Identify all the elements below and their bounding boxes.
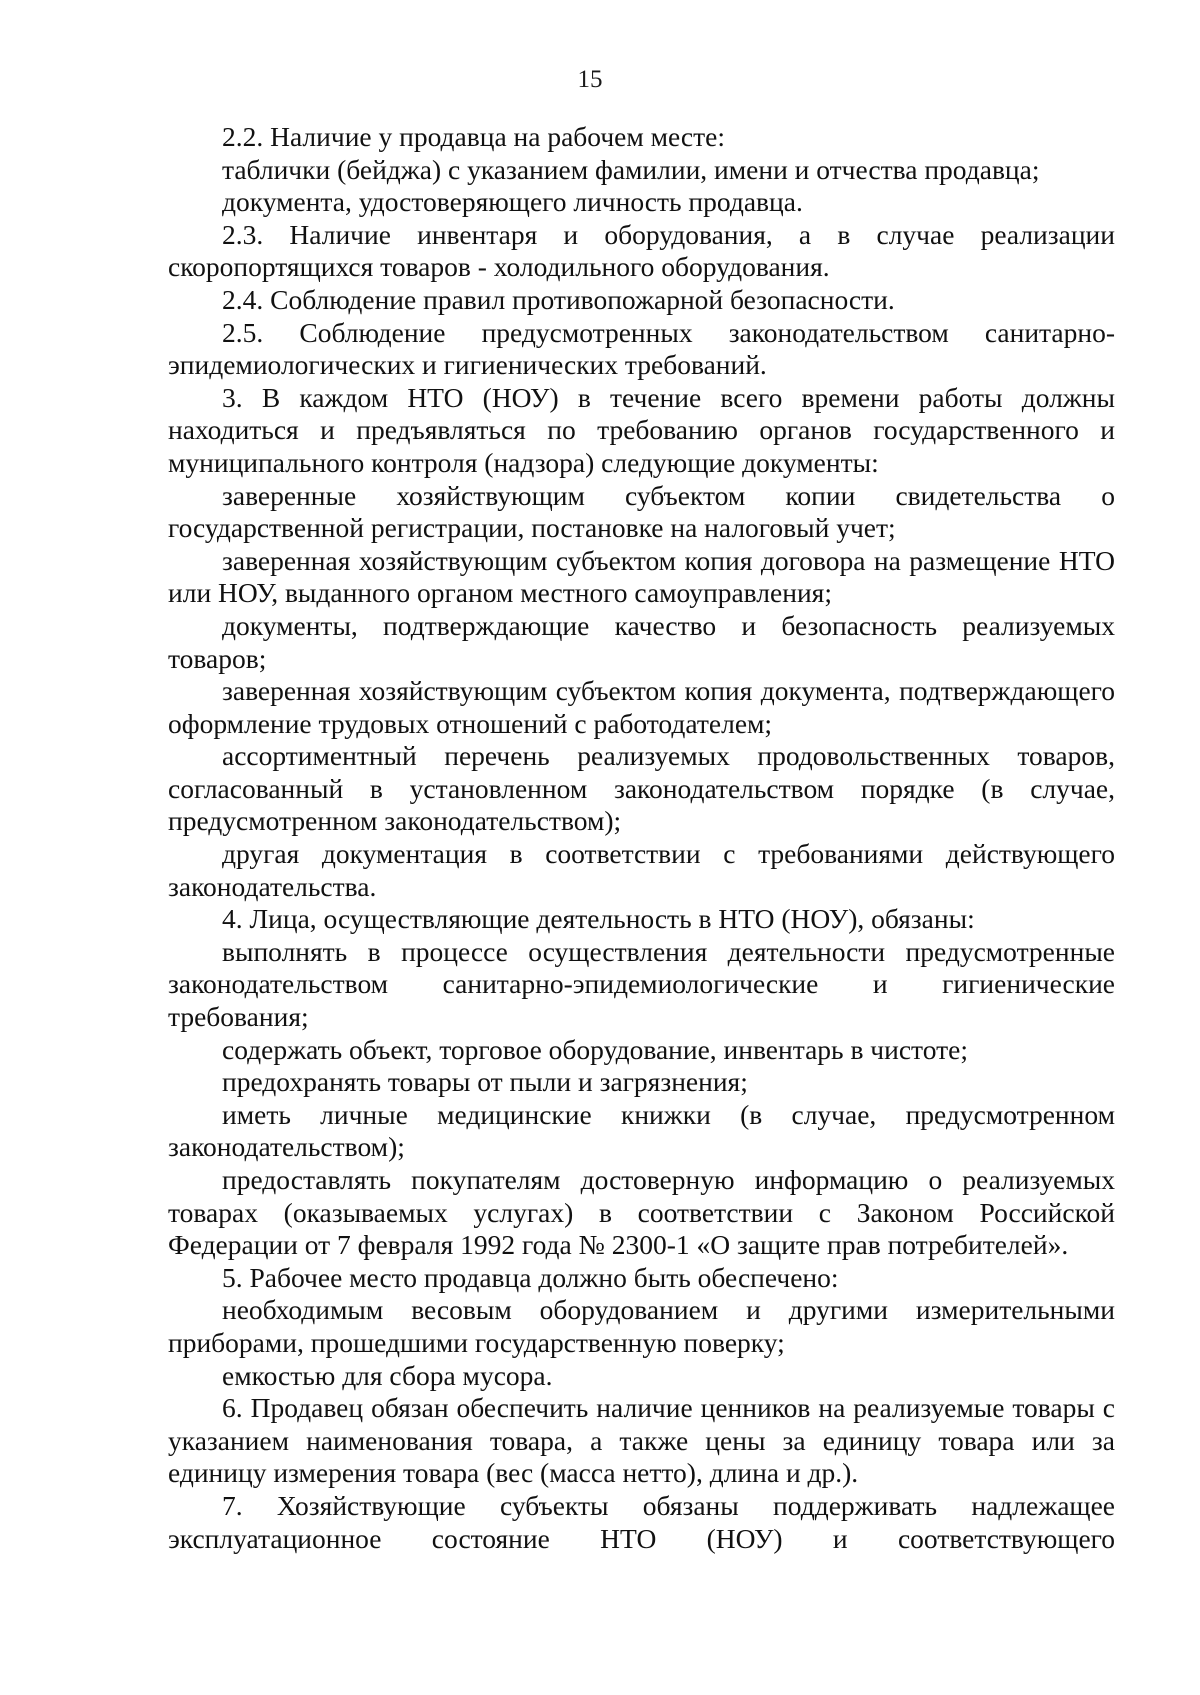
paragraph-4: 4. Лица, осуществляющие деятельность в НТО (НОУ), обязаны: — [222, 903, 975, 935]
paragraph-consumer-information: предоставлять покупателям достоверную информацию о реализуемых товарах (оказываемых услугах) в соответствии с Законом Российской Федерации от 7 февраля 1992 года № 2300-1 «О защите прав потребителей». — [168, 1164, 1115, 1261]
paragraph-cleanliness: содержать объект, торговое оборудование, инвентарь в чистоте; — [222, 1033, 968, 1065]
paragraph-assortment-list: ассортиментный перечень реализуемых продовольственных товаров, согласованный в установленном законодательством порядке (в случае, предусмотренном законодательством); — [168, 740, 1115, 837]
paragraph-7: 7. Хозяйствующие субъекты обязаны поддерживать надлежащее эксплуатационное состояние НТО (НОУ) и соответствующего — [168, 1489, 1115, 1554]
paragraph-3: 3. В каждом НТО (НОУ) в течение всего времени работы должны находиться и предъявляться по требованию органов государственного и муниципального контроля (надзора) следующие документы: — [168, 381, 1115, 478]
page-number: 15 — [577, 66, 603, 93]
paragraph-garbage-container: емкостью для сбора мусора. — [222, 1359, 553, 1391]
paragraph-id-document: документа, удостоверяющего личность продавца. — [222, 186, 803, 218]
paragraph-2-4: 2.4. Соблюдение правил противопожарной безопасности. — [222, 283, 895, 315]
paragraph-2-2: 2.2. Наличие у продавца на рабочем месте: — [222, 121, 725, 152]
paragraph-labor-relations: заверенная хозяйствующим субъектом копия документа, подтверждающего оформление трудовых отношений с работодателем; — [168, 675, 1115, 739]
paragraph-quality-documents: документы, подтверждающие качество и безопасность реализуемых товаров; — [168, 609, 1115, 674]
paragraph-placement-contract: заверенная хозяйствующим субъектом копия договора на размещение НТО или НОУ, выданного органом местного самоуправления; — [168, 544, 1115, 609]
document-body — [168, 121, 1115, 1555]
paragraph-6: 6. Продавец обязан обеспечить наличие ценников на реализуемые товары с указанием наименования товара, а также цены за единицу товара или за единицу измерения товара (вес (масса нетто), длина и др.). — [168, 1392, 1115, 1489]
paragraph-weighing-equipment: необходимым весовым оборудованием и другими измерительными приборами, прошедшими государственную поверку; — [168, 1294, 1115, 1358]
paragraph-dust-protection: предохранять товары от пыли и загрязнения; — [222, 1066, 748, 1098]
paragraph-sanitary-requirements: выполнять в процессе осуществления деятельности предусмотренные законодательством санитарно-эпидемиологические и гигиенические требования; — [168, 935, 1115, 1033]
paragraph-5: 5. Рабочее место продавца должно быть обеспечено: — [222, 1261, 839, 1293]
paragraph-medical-books: иметь личные медицинские книжки (в случае, предусмотренном законодательством); — [168, 1098, 1115, 1163]
paragraph-2-3: 2.3. Наличие инвентаря и оборудования, а в случае реализации скоропортящихся товаров - холодильного оборудования. — [168, 218, 1115, 283]
paragraph-badge: таблички (бейджа) с указанием фамилии, имени и отчества продавца; — [222, 153, 1040, 185]
paragraph-registration-copies: заверенные хозяйствующим субъектом копии свидетельства о государственной регистрации, постановке на налоговый учет; — [168, 479, 1115, 544]
paragraph-other-documentation: другая документация в соответствии с требованиями действующего законодательства. — [168, 838, 1115, 902]
paragraph-2-5: 2.5. Соблюдение предусмотренных законодательством санитарно-эпидемиологических и гигиенических требований. — [168, 316, 1115, 381]
